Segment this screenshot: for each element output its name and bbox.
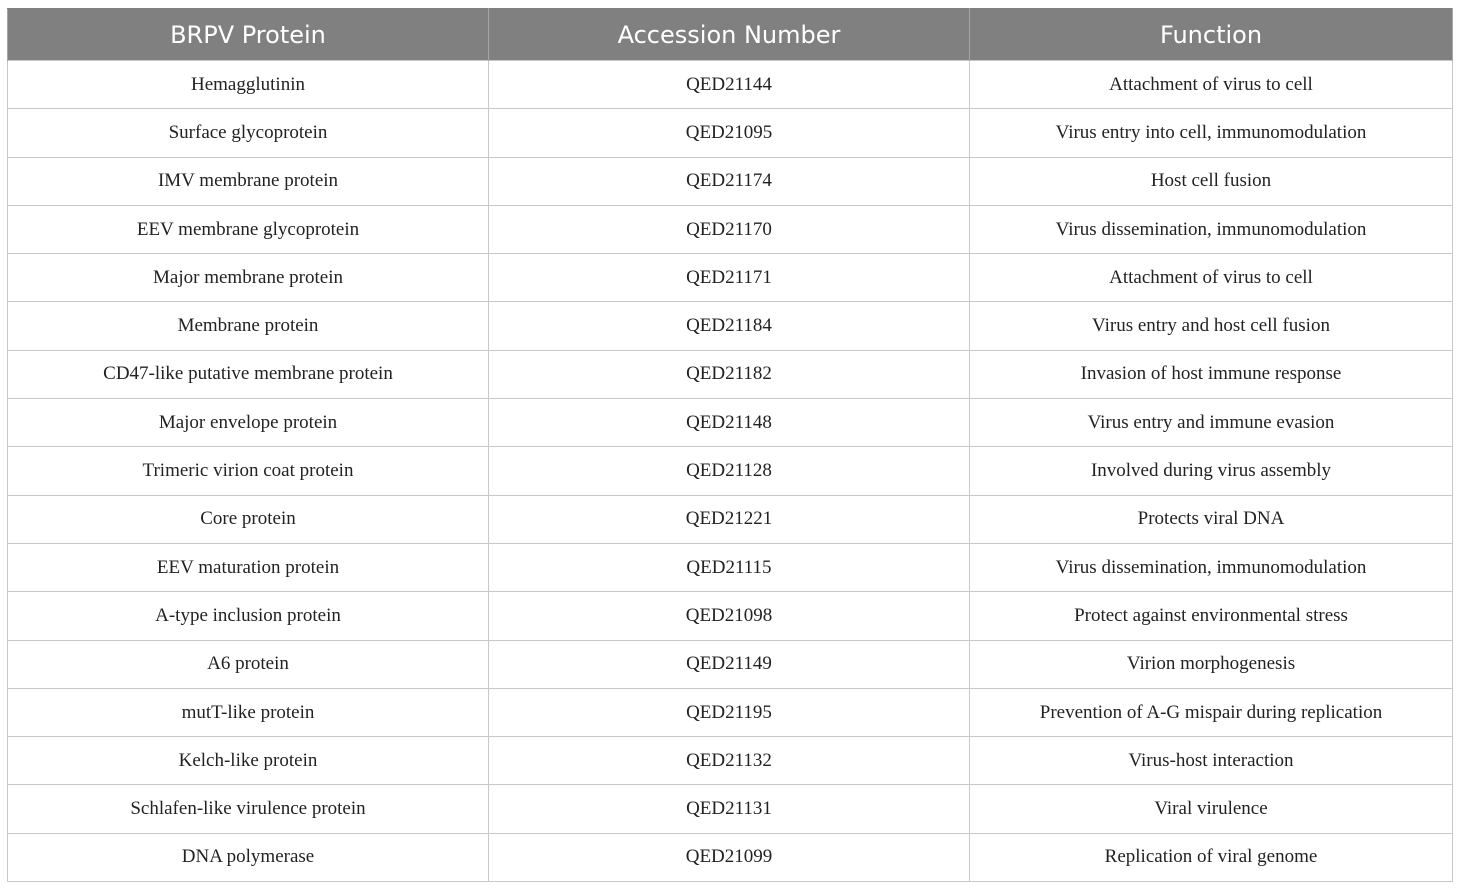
table-header [8, 9, 1453, 61]
cell-function: Virus dissemination, immunomodulation [970, 543, 1453, 591]
cell-protein: Major envelope protein [8, 399, 489, 447]
cell-function: Replication of viral genome [970, 833, 1453, 881]
cell-accession: QED21221 [489, 495, 970, 543]
cell-function: Protect against environmental stress [970, 592, 1453, 640]
cell-accession: QED21132 [489, 737, 970, 785]
cell-protein: Trimeric virion coat protein [8, 447, 489, 495]
cell-protein: Hemagglutinin [8, 61, 489, 109]
cell-accession: QED21131 [489, 785, 970, 833]
table-row [8, 785, 1453, 833]
cell-function: Virus entry and immune evasion [970, 399, 1453, 447]
cell-accession: QED21184 [489, 302, 970, 350]
table-row [8, 350, 1453, 398]
cell-accession: QED21182 [489, 350, 970, 398]
cell-function: Virus entry and host cell fusion [970, 302, 1453, 350]
cell-function: Virion morphogenesis [970, 640, 1453, 688]
cell-protein: Schlafen-like virulence protein [8, 785, 489, 833]
table-row [8, 737, 1453, 785]
table-row [8, 688, 1453, 736]
cell-function: Prevention of A-G mispair during replication [970, 688, 1453, 736]
cell-protein: A6 protein [8, 640, 489, 688]
cell-accession: QED21099 [489, 833, 970, 881]
cell-protein: EEV membrane glycoprotein [8, 205, 489, 253]
table-row [8, 205, 1453, 253]
cell-accession: QED21128 [489, 447, 970, 495]
cell-protein: CD47-like putative membrane protein [8, 350, 489, 398]
cell-accession: QED21174 [489, 157, 970, 205]
cell-accession: QED21149 [489, 640, 970, 688]
table-body [8, 61, 1453, 882]
protein-table [7, 8, 1453, 882]
column-header-accession-number: Accession Number [489, 9, 970, 61]
cell-accession: QED21098 [489, 592, 970, 640]
cell-protein: IMV membrane protein [8, 157, 489, 205]
table-row [8, 833, 1453, 881]
cell-protein: Core protein [8, 495, 489, 543]
cell-function: Involved during virus assembly [970, 447, 1453, 495]
cell-protein: mutT-like protein [8, 688, 489, 736]
cell-function: Virus dissemination, immunomodulation [970, 205, 1453, 253]
column-header-function: Function [970, 9, 1453, 61]
cell-function: Virus-host interaction [970, 737, 1453, 785]
table-row [8, 399, 1453, 447]
table-row [8, 61, 1453, 109]
cell-protein: DNA polymerase [8, 833, 489, 881]
cell-accession: QED21170 [489, 205, 970, 253]
table-row [8, 447, 1453, 495]
column-header-brpv-protein: BRPV Protein [8, 9, 489, 61]
cell-protein: EEV maturation protein [8, 543, 489, 591]
cell-accession: QED21171 [489, 254, 970, 302]
table-row [8, 640, 1453, 688]
cell-accession: QED21195 [489, 688, 970, 736]
cell-function: Protects viral DNA [970, 495, 1453, 543]
cell-protein: Major membrane protein [8, 254, 489, 302]
cell-protein: Membrane protein [8, 302, 489, 350]
table-row [8, 495, 1453, 543]
cell-function: Attachment of virus to cell [970, 254, 1453, 302]
cell-accession: QED21144 [489, 61, 970, 109]
cell-function: Invasion of host immune response [970, 350, 1453, 398]
protein-table-container [7, 8, 1452, 882]
cell-accession: QED21115 [489, 543, 970, 591]
cell-protein: Kelch-like protein [8, 737, 489, 785]
cell-function: Host cell fusion [970, 157, 1453, 205]
table-row [8, 254, 1453, 302]
table-row [8, 543, 1453, 591]
table-row [8, 592, 1453, 640]
cell-function: Virus entry into cell, immunomodulation [970, 109, 1453, 157]
cell-protein: A-type inclusion protein [8, 592, 489, 640]
cell-function: Viral virulence [970, 785, 1453, 833]
table-row [8, 302, 1453, 350]
cell-protein: Surface glycoprotein [8, 109, 489, 157]
cell-function: Attachment of virus to cell [970, 61, 1453, 109]
table-row [8, 109, 1453, 157]
cell-accession: QED21095 [489, 109, 970, 157]
header-row [8, 9, 1453, 61]
cell-accession: QED21148 [489, 399, 970, 447]
table-row [8, 157, 1453, 205]
